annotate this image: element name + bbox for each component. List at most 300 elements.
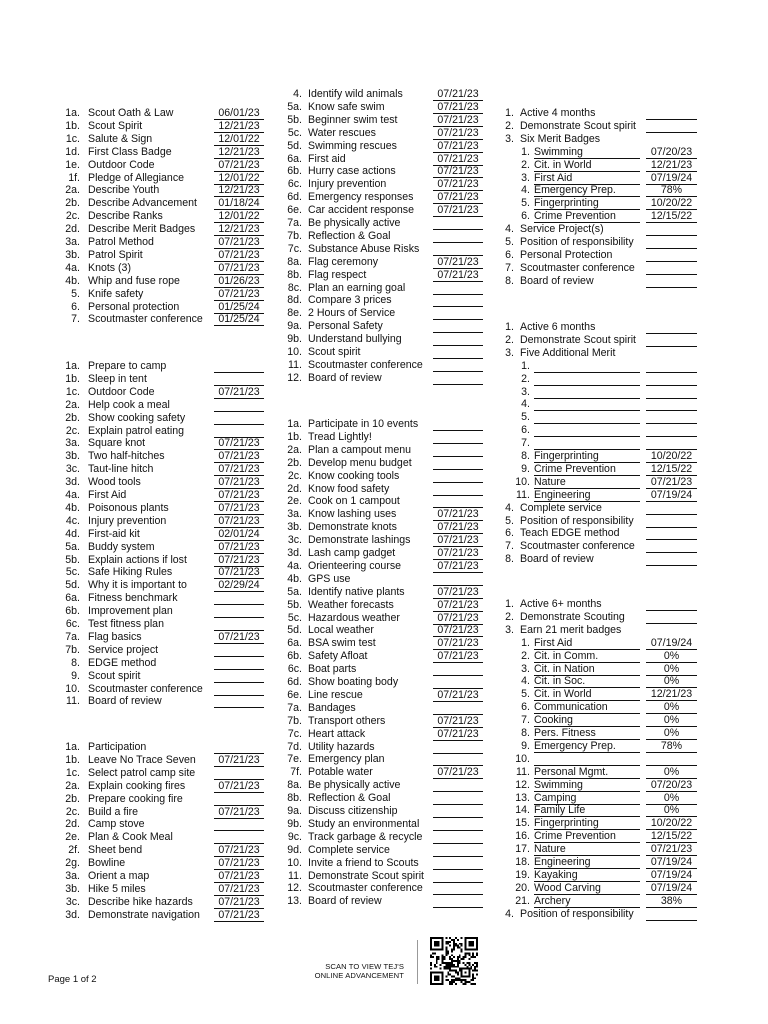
- requirement-number: 3a.: [65, 870, 80, 882]
- checklist-row: [0, 579, 768, 592]
- requirement-number: 6a.: [287, 152, 302, 165]
- requirement-label: Explain cooking fires: [88, 779, 186, 792]
- requirement-label: Buddy system: [88, 540, 155, 553]
- checklist-row: [0, 153, 768, 166]
- checklist-row: [0, 288, 768, 301]
- checklist-row: [0, 741, 768, 754]
- completion-date: [433, 895, 483, 908]
- checklist-row: [0, 753, 768, 766]
- completion-date: [433, 870, 483, 883]
- checklist-row: [0, 262, 768, 275]
- checklist-row: [0, 386, 768, 399]
- checklist-row: [0, 818, 768, 831]
- completion-date: [646, 334, 697, 347]
- completion-date: [433, 573, 483, 586]
- checklist-row: [0, 360, 768, 373]
- completion-date: 12/15/22: [646, 830, 697, 843]
- requirement-number: 2a.: [287, 443, 302, 456]
- merit-badge-name: Camping: [534, 792, 640, 805]
- checklist-row: [0, 399, 768, 412]
- checklist-row: [0, 256, 768, 269]
- requirement-label: Position of responsibility: [520, 907, 634, 920]
- checklist-row: [0, 830, 768, 843]
- checklist-row: [0, 586, 768, 599]
- merit-badge-name: Wood Carving: [534, 882, 640, 895]
- checklist-row: [0, 650, 768, 663]
- completion-date: [433, 882, 483, 895]
- checklist-row: [0, 740, 768, 753]
- completion-date: 01/25/24: [214, 313, 264, 326]
- checklist-row: [0, 411, 768, 424]
- requirement-number: 6.: [505, 527, 514, 540]
- completion-date: [433, 676, 483, 689]
- completion-date: [433, 444, 483, 457]
- merit-badge-name: Engineering: [534, 856, 640, 869]
- checklist-row: [0, 817, 768, 830]
- requirement-number: 1a.: [65, 741, 80, 753]
- requirement-number: 5.: [521, 688, 530, 701]
- requirement-label: Knife safety: [88, 287, 144, 300]
- completion-date: [214, 644, 264, 657]
- requirement-number: 4a.: [65, 489, 80, 501]
- requirement-number: 3d.: [65, 476, 80, 489]
- completion-date: 07/21/23: [433, 127, 483, 140]
- requirement-number: 6.: [521, 210, 530, 223]
- requirement-number: 8.: [71, 656, 80, 669]
- requirement-label: Know cooking tools: [308, 469, 400, 482]
- requirement-number: 4b.: [65, 501, 80, 514]
- checklist-row: [0, 882, 768, 895]
- checklist-row: [0, 412, 768, 425]
- requirement-number: 7c.: [287, 242, 302, 255]
- merit-badge-name: [534, 360, 640, 373]
- requirement-label: Board of review: [308, 895, 382, 908]
- completion-date: 12/15/22: [646, 463, 697, 476]
- requirement-number: 10.: [287, 346, 302, 358]
- requirement-label: Bowline: [88, 857, 126, 870]
- checklist-row: [0, 101, 768, 114]
- merit-badge-name: Fingerprinting: [534, 817, 640, 830]
- requirement-number: 5.: [505, 236, 514, 248]
- completion-date: [646, 398, 697, 411]
- requirement-number: 6a.: [287, 637, 302, 650]
- completion-date: [433, 779, 483, 792]
- requirement-label: Select patrol camp site: [88, 766, 196, 779]
- checklist-row: [0, 431, 768, 444]
- requirement-label: Study an environmental: [308, 817, 420, 830]
- completion-date: 02/29/24: [214, 579, 264, 592]
- requirement-number: 8d.: [287, 294, 302, 307]
- requirement-number: 2.: [505, 333, 514, 346]
- completion-date: [646, 502, 697, 515]
- requirement-number: 5b.: [287, 598, 302, 611]
- checklist-row: [0, 554, 768, 567]
- completion-date: 07/21/23: [433, 547, 483, 560]
- completion-date: 07/21/23: [214, 450, 264, 463]
- checklist-row: [0, 236, 768, 249]
- requirement-number: 2.: [521, 158, 530, 171]
- completion-date: 07/21/23: [433, 204, 483, 217]
- qr-divider: [417, 940, 418, 984]
- completion-date: 0%: [646, 663, 697, 676]
- checklist-row: [0, 767, 768, 780]
- checklist-row: [0, 521, 768, 534]
- requirement-number: 2c.: [65, 805, 80, 818]
- checklist-row: [0, 540, 768, 553]
- completion-date: [433, 663, 483, 676]
- completion-date: 0%: [646, 766, 697, 779]
- merit-badge-name: [534, 386, 640, 399]
- checklist-row: [0, 670, 768, 683]
- requirement-label: Scoutmaster conference: [88, 682, 203, 695]
- requirement-number: 2f.: [68, 844, 80, 857]
- requirement-number: 5d.: [287, 624, 302, 637]
- checklist-row: [0, 114, 768, 127]
- completion-date: [646, 360, 697, 373]
- completion-date: 38%: [646, 895, 697, 908]
- requirement-label: Injury prevention: [88, 514, 167, 527]
- requirement-number: 1d.: [65, 145, 80, 158]
- requirement-number: 4c.: [65, 514, 80, 527]
- requirement-label: Position of responsibility: [520, 236, 634, 248]
- completion-date: [433, 346, 483, 359]
- checklist-row: [0, 450, 768, 463]
- completion-date: [646, 373, 697, 386]
- merit-badge-name: Crime Prevention: [534, 463, 640, 476]
- requirement-label: Emergency plan: [308, 753, 385, 766]
- completion-date: [433, 844, 483, 857]
- requirement-number: 7a.: [65, 630, 80, 643]
- requirement-number: 6b.: [287, 165, 302, 178]
- requirement-label: Hike 5 miles: [88, 882, 146, 895]
- requirement-label: Scout Spirit: [88, 119, 143, 132]
- requirement-number: 4.: [505, 501, 514, 514]
- requirement-label: Plan & Cook Meal: [88, 831, 173, 844]
- requirement-number: 6d.: [287, 191, 302, 204]
- completion-date: 07/21/23: [646, 843, 697, 856]
- checklist-row: [0, 107, 768, 120]
- requirement-number: 4a.: [287, 559, 302, 572]
- merit-badge-name: Kayaking: [534, 869, 640, 882]
- checklist-row: [0, 470, 768, 483]
- checklist-row: [0, 210, 768, 223]
- qr-code-icon[interactable]: [430, 937, 478, 985]
- requirement-number: 3d.: [65, 908, 80, 921]
- completion-date: [433, 470, 483, 483]
- completion-date: [646, 223, 697, 236]
- requirement-label: Fitness benchmark: [88, 592, 178, 605]
- requirement-number: 2.: [521, 649, 530, 662]
- completion-date: 06/01/23: [214, 107, 264, 120]
- checklist-row: [0, 424, 768, 437]
- requirement-number: 7.: [521, 437, 530, 450]
- requirement-label: Personal Safety: [308, 320, 383, 333]
- requirement-label: GPS use: [308, 572, 351, 585]
- completion-date: 0%: [646, 727, 697, 740]
- completion-date: 78%: [646, 740, 697, 753]
- checklist-row: [0, 127, 768, 140]
- completion-date: [646, 275, 697, 288]
- checklist-row: [0, 566, 768, 579]
- requirement-number: 2d.: [65, 818, 80, 831]
- checklist-row: [0, 457, 768, 470]
- completion-date: [433, 753, 483, 766]
- completion-date: 01/25/24: [214, 301, 264, 314]
- checklist-row: [0, 818, 768, 831]
- completion-date: 12/21/23: [646, 688, 697, 701]
- checklist-row: [0, 683, 768, 696]
- checklist-row: [0, 230, 768, 243]
- completion-date: 07/21/23: [214, 909, 264, 922]
- requirement-label: Know safe swim: [308, 100, 385, 113]
- checklist-row: [0, 644, 768, 657]
- requirement-label: Participate in 10 events: [308, 418, 419, 430]
- requirement-number: 5a.: [287, 585, 302, 598]
- checklist-row: [0, 184, 768, 197]
- requirement-label: Flag ceremony: [308, 255, 379, 268]
- completion-date: [214, 425, 264, 438]
- checklist-row: [0, 120, 768, 133]
- requirement-number: 7f.: [290, 766, 302, 779]
- requirement-number: 5.: [505, 514, 514, 527]
- completion-date: 0%: [646, 701, 697, 714]
- requirement-number: 3.: [521, 171, 530, 184]
- checklist-row: [0, 792, 768, 805]
- checklist-row: [0, 191, 768, 204]
- requirement-number: 5.: [71, 287, 80, 300]
- checklist-row: [0, 223, 768, 236]
- completion-date: 07/21/23: [214, 386, 264, 399]
- completion-date: [214, 399, 264, 412]
- checklist-row: [0, 249, 768, 262]
- requirement-number: 2.: [521, 372, 530, 385]
- checklist-row: [0, 598, 768, 611]
- requirement-label: Board of review: [520, 553, 594, 566]
- checklist-row: [0, 612, 768, 625]
- merit-badge-name: Cit. in World: [534, 688, 640, 701]
- merit-badge-name: [534, 411, 640, 424]
- requirement-label: Patrol Method: [88, 236, 154, 248]
- requirement-number: 8b.: [287, 792, 302, 805]
- completion-date: [646, 611, 697, 624]
- requirement-number: 4b.: [65, 274, 80, 287]
- requirement-label: Identify wild animals: [308, 88, 403, 100]
- requirement-number: 4.: [521, 398, 530, 411]
- requirement-number: 7b.: [287, 229, 302, 242]
- checklist-row: [0, 701, 768, 714]
- completion-date: 12/01/22: [214, 172, 264, 185]
- requirement-label: Two half-hitches: [88, 450, 165, 463]
- completion-date: [214, 767, 264, 780]
- checklist-row: [0, 463, 768, 476]
- checklist-row: [0, 307, 768, 320]
- checklist-row: [0, 243, 768, 256]
- completion-date: 07/21/23: [214, 249, 264, 262]
- requirement-label: Sheet bend: [88, 844, 143, 857]
- checklist-row: [0, 515, 768, 528]
- requirement-label: Six Merit Badges: [520, 132, 601, 145]
- requirement-number: 9.: [521, 462, 530, 475]
- requirement-label: Car accident response: [308, 204, 414, 217]
- checklist-row: [0, 476, 768, 489]
- requirement-number: 9.: [521, 739, 530, 752]
- merit-badge-name: Fingerprinting: [534, 197, 640, 210]
- checklist-row: [0, 159, 768, 172]
- requirement-label: Reflection & Goal: [308, 229, 391, 242]
- requirement-label: Safety Afloat: [308, 650, 368, 663]
- checklist-row: [0, 210, 768, 223]
- merit-badge-name: Nature: [534, 843, 640, 856]
- requirement-label: Safe Hiking Rules: [88, 566, 173, 579]
- requirement-label: Outdoor Code: [88, 158, 155, 171]
- checklist-row: [0, 346, 768, 359]
- requirement-label: Invite a friend to Scouts: [308, 856, 419, 869]
- completion-date: [214, 695, 264, 708]
- requirement-number: 1.: [505, 598, 514, 610]
- requirement-label: Transport others: [308, 714, 386, 727]
- requirement-number: 8c.: [287, 281, 302, 294]
- requirement-label: Square knot: [88, 437, 146, 450]
- requirement-number: 21.: [515, 894, 530, 907]
- checklist-row: [0, 895, 768, 908]
- requirement-label: Salute & Sign: [88, 132, 153, 145]
- requirement-label: Scoutmaster conference: [520, 540, 635, 553]
- completion-date: 07/19/24: [646, 637, 697, 650]
- completion-date: [433, 243, 483, 256]
- requirement-number: 4a.: [65, 261, 80, 274]
- checklist-row: [0, 870, 768, 883]
- requirement-label: Demonstrate Scouting: [520, 610, 625, 623]
- completion-date: [433, 792, 483, 805]
- checklist-row: [0, 882, 768, 895]
- requirement-number: 7b.: [65, 643, 80, 656]
- requirement-label: Outdoor Code: [88, 385, 155, 398]
- requirement-label: Plan an earning goal: [308, 281, 406, 294]
- checklist-row: [0, 599, 768, 612]
- completion-date: 78%: [646, 184, 697, 197]
- checklist-row: [0, 502, 768, 515]
- completion-date: [214, 683, 264, 696]
- requirement-number: 6b.: [287, 650, 302, 663]
- merit-badge-name: [534, 437, 640, 450]
- checklist-row: [0, 294, 768, 307]
- completion-date: [433, 495, 483, 508]
- completion-date: 07/21/23: [214, 159, 264, 172]
- checklist-row: [0, 334, 768, 347]
- checklist-row: [0, 217, 768, 230]
- requirement-label: Complete service: [520, 501, 602, 514]
- completion-date: 12/21/23: [214, 223, 264, 236]
- checklist-row: [0, 831, 768, 844]
- completion-date: [433, 230, 483, 243]
- requirement-label: EDGE method: [88, 656, 157, 669]
- merit-badge-name: Nature: [534, 476, 640, 489]
- completion-date: 01/18/24: [214, 197, 264, 210]
- merit-badge-name: Emergency Prep.: [534, 740, 640, 753]
- requirement-number: 7c.: [287, 727, 302, 740]
- requirement-number: 1b.: [65, 372, 80, 385]
- checklist-row: [0, 184, 768, 197]
- checklist-row: [0, 856, 768, 869]
- requirement-label: Scout spirit: [88, 669, 141, 682]
- checklist-row: [0, 373, 768, 386]
- completion-date: [646, 249, 697, 262]
- checklist-row: [0, 133, 768, 146]
- completion-date: 07/19/24: [646, 172, 697, 185]
- requirement-label: Build a fire: [88, 805, 139, 818]
- requirement-number: 9b.: [287, 333, 302, 346]
- completion-date: 07/21/23: [433, 534, 483, 547]
- checklist-row: [0, 805, 768, 818]
- checklist-row: [0, 804, 768, 817]
- completion-date: [646, 236, 697, 249]
- requirement-number: 7a.: [287, 217, 302, 229]
- completion-date: [646, 120, 697, 133]
- requirement-number: 10.: [515, 752, 530, 765]
- completion-date: [214, 605, 264, 618]
- checklist-row: [0, 624, 768, 637]
- checklist-row: [0, 779, 768, 792]
- requirement-number: 11.: [516, 765, 530, 778]
- requirement-label: Explain patrol eating: [88, 424, 184, 437]
- merit-badge-name: Personal Mgmt.: [534, 766, 640, 779]
- completion-date: 12/21/23: [214, 146, 264, 159]
- checklist-row: [0, 313, 768, 326]
- checklist-row: [0, 301, 768, 314]
- requirement-number: 3b.: [65, 248, 80, 261]
- checklist-row: [0, 360, 768, 373]
- checklist-row: [0, 418, 768, 431]
- merit-badge-name: Communication: [534, 701, 640, 714]
- completion-date: 07/21/23: [214, 502, 264, 515]
- requirement-number: 12.: [515, 778, 530, 791]
- completion-date: 07/21/23: [214, 541, 264, 554]
- completion-date: [214, 373, 264, 386]
- requirement-label: Tread Lightly!: [308, 430, 372, 443]
- checklist-row: [0, 489, 768, 502]
- checklist-row: [0, 359, 768, 372]
- checklist-row: [0, 611, 768, 624]
- requirement-number: 4.: [505, 223, 514, 236]
- requirement-number: 9.: [71, 669, 80, 682]
- requirement-number: 3.: [521, 662, 530, 675]
- requirement-number: 3.: [505, 623, 514, 636]
- merit-badge-name: Fingerprinting: [534, 450, 640, 463]
- checklist-row: [0, 793, 768, 806]
- requirement-label: Improvement plan: [88, 605, 173, 618]
- requirement-label: Taut-line hitch: [88, 463, 154, 476]
- completion-date: 12/21/23: [214, 184, 264, 197]
- completion-date: 07/21/23: [433, 101, 483, 114]
- requirement-label: Lash camp gadget: [308, 547, 396, 559]
- checklist-row: [0, 527, 768, 540]
- requirement-number: 6c.: [65, 618, 80, 630]
- requirement-number: 5c.: [287, 126, 302, 139]
- completion-date: 07/21/23: [214, 896, 264, 909]
- checklist-row: [0, 489, 768, 502]
- requirement-label: Scoutmaster conference: [520, 261, 635, 274]
- requirement-label: Substance Abuse Risks: [308, 242, 420, 255]
- requirement-number: 4.: [293, 88, 302, 100]
- checklist-row: [0, 444, 768, 457]
- requirement-number: 2b.: [65, 411, 80, 424]
- requirement-number: 7b.: [287, 714, 302, 727]
- checklist-row: [0, 476, 768, 489]
- checklist-row: [0, 398, 768, 411]
- requirement-number: 8b.: [287, 268, 302, 281]
- requirement-number: 8.: [505, 274, 514, 287]
- requirement-label: Scoutmaster conference: [308, 358, 423, 371]
